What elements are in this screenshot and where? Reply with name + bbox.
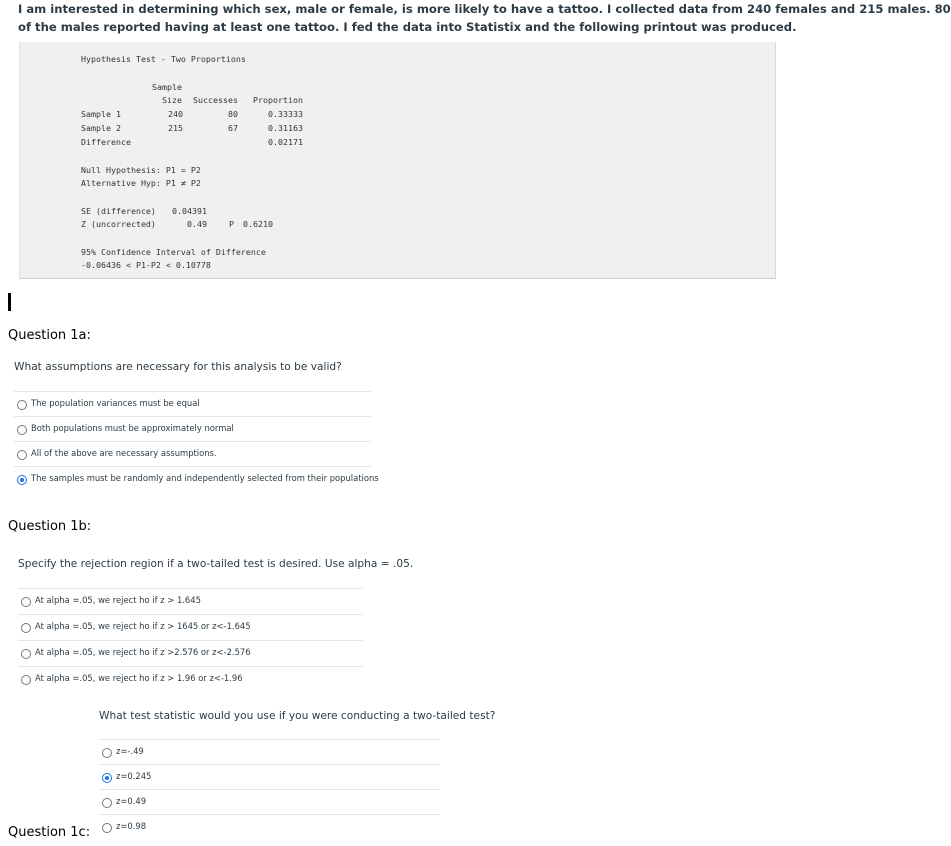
answer-label: z=0.49 [116,796,147,806]
answer-label: The samples must be randomly and independently selected from their populations [31,473,379,483]
text-cursor [8,293,11,311]
radio-button-selected[interactable] [17,475,27,485]
radio-button[interactable] [17,425,27,435]
radio-button[interactable] [102,748,112,758]
answer-label: At alpha =.05, we reject ho if z > 1.645 [35,595,201,605]
header-proportion: Proportion [253,95,303,105]
p-value: 0.6210 [243,219,273,229]
answer-option[interactable] [18,666,363,691]
row-successes: 80 [228,109,238,119]
row-size: 240 [168,109,183,119]
row-proportion: 0.33333 [268,109,303,119]
radio-button-selected[interactable] [102,773,112,783]
answer-label: At alpha =.05, we reject ho if z >2.576 or z<-2.576 [35,647,251,657]
null-hypothesis: Null Hypothesis: P1 = P2 [81,165,201,175]
answer-option[interactable] [14,416,371,441]
answer-label: The population variances must be equal [31,398,200,408]
radio-button[interactable] [102,798,112,808]
answer-label: z=0.245 [116,771,152,781]
printout-title: Hypothesis Test - Two Proportions [81,54,246,64]
answer-option-selected[interactable] [99,764,439,789]
se-label: SE (difference) [81,206,156,216]
radio-button[interactable] [21,675,31,685]
problem-line-1: I am interested in determining which sex, male or female, is more likely to have a tattoo. I collected data from 240 females and 215 males. 80 [18,2,951,16]
answer-option[interactable] [14,391,371,416]
question-1a-title: Question 1a: [8,328,91,343]
row-proportion: 0.31163 [268,123,303,133]
header-sample: Sample [152,82,182,92]
radio-button[interactable] [17,450,27,460]
row-label: Sample 2 [81,123,121,133]
row-size: 215 [168,123,183,133]
statistix-printout [19,42,776,279]
answer-option[interactable] [14,441,371,466]
answer-option[interactable] [18,640,363,665]
question-1a-prompt: What assumptions are necessary for this analysis to be valid? [14,361,342,373]
ci-title: 95% Confidence Interval of Difference [81,247,266,257]
row-label: Sample 1 [81,109,121,119]
problem-statement [18,0,951,36]
answer-label: Both populations must be approximately normal [31,423,234,433]
se-value: 0.04391 [172,206,207,216]
p-label: P [229,219,234,229]
ci-value: -0.06436 < P1-P2 < 0.10778 [81,260,211,270]
question-1c-title: Question 1c: [8,825,91,840]
answer-option[interactable] [18,588,363,613]
question-1a-options [14,391,379,493]
row-label: Difference [81,137,131,147]
radio-button[interactable] [102,823,112,833]
answer-label: At alpha =.05, we reject ho if z > 1645 or z<-1.645 [35,621,251,631]
answer-label: z=0.98 [116,821,147,831]
question-1b-prompt: Specify the rejection region if a two-tailed test is desired. Use alpha = .05. [18,558,414,570]
radio-button[interactable] [21,649,31,659]
alternative-hypothesis: Alternative Hyp: P1 ≠ P2 [81,178,201,188]
z-label: Z (uncorrected) [81,219,156,229]
radio-button[interactable] [21,597,31,607]
answer-option-selected[interactable] [14,466,379,491]
header-size: Size [162,95,182,105]
radio-button[interactable] [21,623,31,633]
answer-option[interactable] [99,789,439,814]
header-successes: Successes [193,95,238,105]
row-proportion: 0.02171 [268,137,303,147]
answer-label: At alpha =.05, we reject ho if z > 1.96 or z<-1.96 [35,673,243,683]
question-1b-title: Question 1b: [8,519,92,534]
answer-option[interactable] [99,814,439,839]
question-1b-options [18,588,363,690]
answer-label: z=-.49 [116,746,144,756]
problem-line-2: of the males reported having at least one tattoo. I fed the data into Statistix and the following printout was produced. [18,20,797,34]
answer-option[interactable] [99,739,439,764]
question-1c-options [99,739,439,846]
answer-label: All of the above are necessary assumptions. [31,448,217,458]
question-1c-prompt: What test statistic would you use if you were conducting a two-tailed test? [99,710,496,722]
answer-option[interactable] [18,614,363,639]
z-value: 0.49 [187,219,207,229]
radio-button[interactable] [17,400,27,410]
row-successes: 67 [228,123,238,133]
